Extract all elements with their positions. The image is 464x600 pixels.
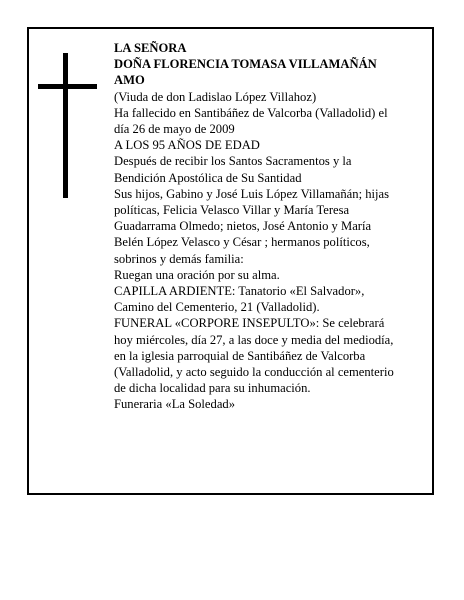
notice-line: Belén López Velasco y César ; hermanos políticos, — [114, 235, 370, 250]
deceased-name-cont: AMO — [114, 73, 145, 88]
notice-line: Ruegan una oración por su alma. — [114, 267, 280, 282]
age-line: A LOS 95 AÑOS DE EDAD — [114, 138, 260, 153]
notice-line: Sus hijos, Gabino y José Luis López Villamañán; hijas — [114, 186, 389, 201]
chapel-line: CAPILLA ARDIENTE: Tanatorio «El Salvador», — [114, 284, 365, 299]
notice-line: de dicha localidad para su inhumación. — [114, 381, 311, 396]
notice-line: (Valladolid, y acto seguido la conducción al cementerio — [114, 365, 394, 380]
notice-line: Ha fallecido en Santibáñez de Valcorba (Valladolid) el — [114, 105, 388, 120]
notice-line: políticas, Felicia Velasco Villar y María Teresa — [114, 203, 350, 218]
notice-line: en la iglesia parroquial de Santibáñez de Valcorba — [114, 348, 366, 363]
notice-line: día 26 de mayo de 2009 — [114, 122, 235, 137]
notice-line: Después de recibir los Santos Sacramentos y la — [114, 154, 352, 169]
funeral-line: FUNERAL «CORPORE INSEPULTO»: Se celebrará — [114, 316, 385, 331]
cross-vertical-bar — [63, 53, 68, 198]
chapel-address: Camino del Cementerio, 21 (Valladolid). — [114, 300, 320, 315]
notice-line: Bendición Apostólica de Su Santidad — [114, 170, 302, 185]
notice-line: Guadarrama Olmedo; nietos, José Antonio y María — [114, 219, 372, 234]
notice-line: hoy miércoles, día 27, a las doce y media del mediodía, — [114, 332, 394, 347]
notice-line: (Viuda de don Ladislao López Villahoz) — [114, 89, 317, 104]
cross-horizontal-bar — [38, 84, 97, 89]
obituary-text — [114, 40, 420, 413]
notice-line: LA SEÑORA — [114, 41, 187, 55]
funeral-home: Funeraria «La Soledad» — [114, 397, 235, 412]
deceased-name: DOÑA FLORENCIA TOMASA VILLAMAÑÁN — [114, 57, 377, 72]
notice-line: sobrinos y demás familia: — [114, 251, 244, 266]
